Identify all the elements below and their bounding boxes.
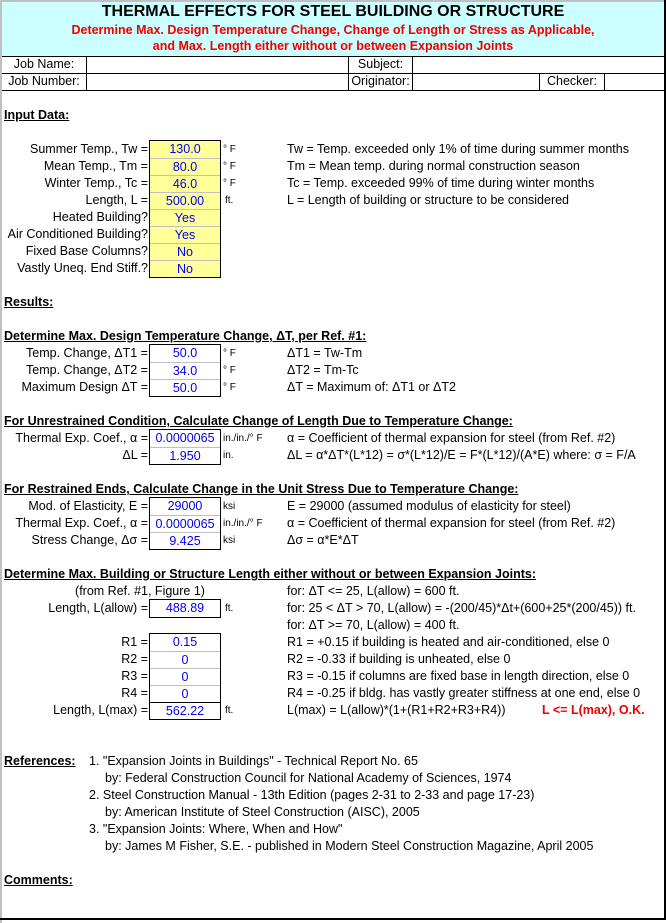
checker-field[interactable] bbox=[606, 73, 662, 90]
r2-note: R2 = -0.33 if building is unheated, else 0 bbox=[287, 652, 511, 666]
job-name-label: Job Name: bbox=[13, 57, 75, 71]
l-allow-label: Length, L(allow) = bbox=[48, 601, 148, 615]
ref-figure-note: (from Ref. #1, Figure 1) bbox=[75, 584, 205, 598]
modulus-value: 29000 bbox=[167, 499, 203, 513]
job-number-label: Job Number: bbox=[8, 74, 80, 88]
l-max-value: 562.22 bbox=[150, 702, 220, 719]
delta-l-label: ΔL = bbox=[122, 448, 148, 462]
thermal-coef-2-note: α = Coefficient of thermal expansion for steel (from Ref. #2) bbox=[287, 516, 616, 530]
dt2-label: Temp. Change, ΔT2 = bbox=[26, 363, 148, 377]
thermal-coef-2-unit: in./in./° F bbox=[223, 518, 263, 529]
l-allow-box bbox=[149, 599, 221, 618]
modulus-note: E = 29000 (assumed modulus of elasticity for steel) bbox=[287, 499, 571, 513]
winter-temp-label: Winter Temp., Tc = bbox=[44, 176, 148, 190]
page-title: THERMAL EFFECTS FOR STEEL BUILDING OR STRUCTURE bbox=[101, 3, 565, 20]
dt-section-heading: Determine Max. Design Temperature Change, ΔT, per Ref. #1: bbox=[4, 329, 367, 343]
max-dt-unit: ° F bbox=[223, 382, 236, 393]
fixed-base-columns-label: Fixed Base Columns? bbox=[25, 244, 148, 258]
mean-temp-unit: ° F bbox=[223, 161, 236, 172]
l-allow-value: 488.89 bbox=[165, 601, 205, 615]
references-heading: References: bbox=[4, 754, 76, 768]
r-values-box bbox=[149, 633, 221, 720]
heated-building-select[interactable]: Yes bbox=[150, 209, 220, 226]
subtitle-line-1: Determine Max. Design Temperature Change, Change of Length or Stress as Applicable, bbox=[71, 23, 595, 37]
reference-1-title: 1. "Expansion Joints in Buildings" - Technical Report No. 65 bbox=[89, 754, 418, 768]
input-data-heading: Input Data: bbox=[4, 108, 70, 122]
reference-1-author: by: Federal Construction Council for National Academy of Sciences, 1974 bbox=[105, 771, 512, 785]
r4-value: 0 bbox=[150, 685, 220, 702]
max-dt-label: Maximum Design ΔT = bbox=[21, 380, 148, 394]
summer-temp-label: Summer Temp., Tw = bbox=[30, 142, 148, 156]
subject-label: Subject: bbox=[357, 57, 404, 71]
for-note-1: for: ΔT <= 25, L(allow) = 600 ft. bbox=[287, 584, 460, 598]
dt2-unit: ° F bbox=[223, 365, 236, 376]
thermal-coef-2-value: 0.0000065 bbox=[150, 515, 220, 532]
r1-label: R1 = bbox=[121, 635, 148, 649]
r2-value: 0 bbox=[150, 651, 220, 668]
delta-l-unit: in. bbox=[223, 450, 234, 461]
winter-temp-unit: ° F bbox=[223, 178, 236, 189]
summer-temp-note: Tw = Temp. exceeded only 1% of time during summer months bbox=[287, 142, 629, 156]
mean-temp-label: Mean Temp., Tm = bbox=[43, 159, 148, 173]
length-unit: ft. bbox=[225, 195, 234, 206]
subtitle-line-2: and Max. Length either without or between Expansion Joints bbox=[152, 39, 514, 53]
subject-field[interactable] bbox=[414, 56, 662, 73]
dt2-note: ΔT2 = Tm-Tc bbox=[287, 363, 359, 377]
l-allow-unit: ft. bbox=[225, 603, 234, 614]
r1-note: R1 = +0.15 if building is heated and air-conditioned, else 0 bbox=[287, 635, 610, 649]
r1-value: 0.15 bbox=[172, 635, 198, 649]
length-label: Length, L = bbox=[85, 193, 148, 207]
fixed-base-columns-select[interactable]: No bbox=[150, 243, 220, 260]
unrestrained-heading: For Unrestrained Condition, Calculate Change of Length Due to Temperature Change: bbox=[4, 414, 513, 428]
max-dt-note: ΔT = Maximum of: ΔT1 or ΔT2 bbox=[287, 380, 456, 394]
thermal-coef-unit: in./in./° F bbox=[223, 433, 263, 444]
max-length-heading: Determine Max. Building or Structure Length either without or between Expansion Joints: bbox=[4, 567, 536, 581]
air-conditioned-label: Air Conditioned Building? bbox=[7, 227, 148, 241]
job-name-field[interactable] bbox=[88, 56, 346, 73]
r3-value: 0 bbox=[150, 668, 220, 685]
r4-note: R4 = -0.25 if bldg. has vastly greater stiffness at one end, else 0 bbox=[287, 686, 641, 700]
reference-3-author: by: James M Fisher, S.E. - published in Modern Steel Construction Magazine, April 2005 bbox=[105, 839, 594, 853]
end-stiffness-label: Vastly Uneq. End Stiff.? bbox=[17, 261, 148, 275]
job-number-field[interactable] bbox=[88, 73, 346, 90]
stress-change-value: 9.425 bbox=[150, 532, 220, 549]
for-note-2: for: 25 < ΔT > 70, L(allow) = -(200/45)*Δt+(600+25*(200/45)) ft. bbox=[287, 601, 636, 615]
modulus-unit: ksi bbox=[223, 501, 236, 512]
originator-label: Originator: bbox=[351, 74, 410, 88]
max-dt-value: 50.0 bbox=[150, 379, 220, 396]
dt2-value: 34.0 bbox=[150, 362, 220, 379]
stress-change-unit: ksi bbox=[223, 535, 236, 546]
restrained-values-box bbox=[149, 497, 221, 550]
thermal-coef-note: α = Coefficient of thermal expansion for steel (from Ref. #2) bbox=[287, 431, 616, 445]
restrained-heading: For Restrained Ends, Calculate Change in the Unit Stress Due to Temperature Change: bbox=[4, 482, 519, 496]
thermal-coef-2-label: Thermal Exp. Coef., α = bbox=[15, 516, 148, 530]
unrestrained-values-box bbox=[149, 429, 221, 465]
results-heading: Results: bbox=[4, 295, 54, 309]
reference-3-title: 3. "Expansion Joints: Where, When and How" bbox=[89, 822, 343, 836]
winter-temp-note: Tc = Temp. exceeded 99% of time during winter months bbox=[287, 176, 595, 190]
thermal-coef-value: 0.0000065 bbox=[155, 431, 215, 445]
mean-temp-input[interactable]: 80.0 bbox=[150, 158, 220, 175]
reference-2-title: 2. Steel Construction Manual - 13th Edition (pages 2-31 to 2-33 and page 17-23) bbox=[89, 788, 535, 802]
delta-l-value: 1.950 bbox=[150, 447, 220, 464]
bottom-border bbox=[0, 918, 666, 920]
stress-change-note: Δσ = α*E*ΔT bbox=[287, 533, 359, 547]
dt-values-box bbox=[149, 344, 221, 397]
thermal-coef-label: Thermal Exp. Coef., α = bbox=[15, 431, 148, 445]
l-max-note: L(max) = L(allow)*(1+(R1+R2+R3+R4)) bbox=[287, 703, 506, 717]
summer-temp-input[interactable]: 130.0 bbox=[169, 142, 201, 156]
length-input[interactable]: 500.00 bbox=[150, 192, 220, 209]
winter-temp-input[interactable]: 46.0 bbox=[150, 175, 220, 192]
r3-label: R3 = bbox=[121, 669, 148, 683]
title-banner bbox=[2, 2, 664, 56]
mean-temp-note: Tm = Mean temp. during normal construction season bbox=[287, 159, 580, 173]
originator-field[interactable] bbox=[414, 73, 538, 90]
air-conditioned-select[interactable]: Yes bbox=[150, 226, 220, 243]
dt1-value: 50.0 bbox=[172, 346, 198, 360]
r2-label: R2 = bbox=[121, 652, 148, 666]
reference-2-author: by: American Institute of Steel Construction (AISC), 2005 bbox=[105, 805, 420, 819]
stress-change-label: Stress Change, Δσ = bbox=[31, 533, 148, 547]
length-note: L = Length of building or structure to be considered bbox=[287, 193, 570, 207]
checker-label: Checker: bbox=[546, 74, 598, 88]
l-max-label: Length, L(max) = bbox=[53, 703, 148, 717]
dt1-label: Temp. Change, ΔT1 = bbox=[26, 346, 148, 360]
modulus-label: Mod. of Elasticity, E = bbox=[28, 499, 148, 513]
end-stiffness-select[interactable]: No bbox=[150, 260, 220, 277]
input-values-box bbox=[149, 140, 221, 278]
heated-building-label: Heated Building? bbox=[52, 210, 148, 224]
length-check-status: L <= L(max), O.K. bbox=[542, 703, 645, 717]
l-max-unit: ft. bbox=[225, 705, 234, 716]
dt1-note: ΔT1 = Tw-Tm bbox=[287, 346, 363, 360]
delta-l-note: ΔL = α*ΔT*(L*12) = σ*(L*12)/E = F*(L*12)/(A*E) where: σ = F/A bbox=[287, 448, 636, 462]
r4-label: R4 = bbox=[121, 686, 148, 700]
for-note-3: for: ΔT >= 70, L(allow) = 400 ft. bbox=[287, 618, 460, 632]
r3-note: R3 = -0.15 if columns are fixed base in length direction, else 0 bbox=[287, 669, 630, 683]
dt1-unit: ° F bbox=[223, 348, 236, 359]
summer-temp-unit: ° F bbox=[223, 144, 236, 155]
comments-heading: Comments: bbox=[4, 873, 73, 887]
